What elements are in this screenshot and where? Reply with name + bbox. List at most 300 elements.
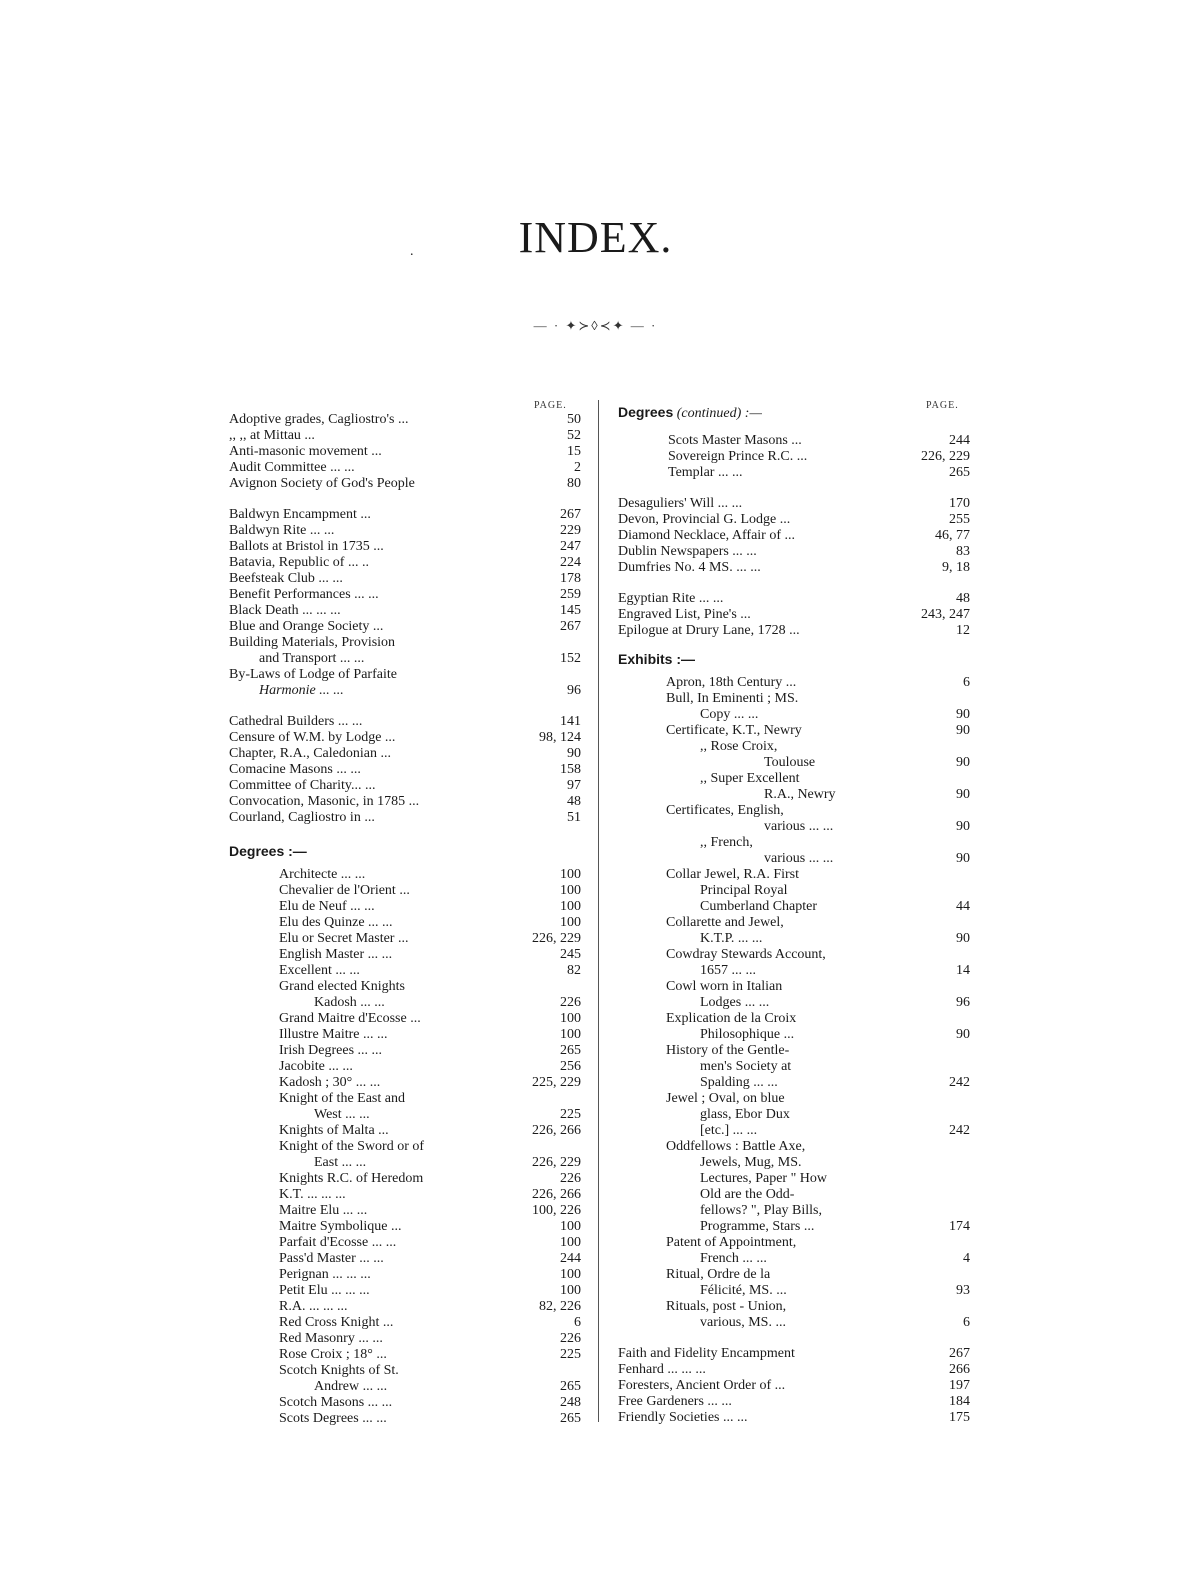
index-entry xyxy=(229,555,581,571)
index-entry-page: 15 xyxy=(567,444,581,459)
index-entry xyxy=(229,963,581,979)
index-entry xyxy=(618,1362,970,1378)
index-entry-page: 244 xyxy=(949,433,970,448)
index-entry-term: Free Gardeners ... ... xyxy=(618,1394,732,1409)
index-entry-term: Building Materials, Provision xyxy=(229,635,396,650)
index-entry-term: Oddfellows : Battle Axe, xyxy=(666,1139,806,1154)
index-entry-page: 225 xyxy=(560,1347,581,1362)
index-entry-term: Censure of W.M. by Lodge ... xyxy=(229,730,396,745)
index-entry-page: 82, 226 xyxy=(539,1299,581,1314)
index-column-left xyxy=(229,0,581,1588)
index-entry-page: 100 xyxy=(560,1283,581,1298)
index-entry-page: 265 xyxy=(560,1411,581,1426)
index-entry xyxy=(618,867,970,883)
index-entry xyxy=(229,539,581,555)
index-entry-page: 83 xyxy=(956,544,970,559)
index-entry xyxy=(229,635,581,651)
index-entry xyxy=(618,1394,970,1410)
index-entry xyxy=(618,1187,970,1203)
index-entry-page: 90 xyxy=(956,819,970,834)
index-entry-page: 244 xyxy=(560,1251,581,1266)
index-entry-page: 152 xyxy=(560,651,581,666)
index-entry xyxy=(229,794,581,810)
index-entry-page: 50 xyxy=(567,412,581,427)
index-entry-page: 197 xyxy=(949,1378,970,1393)
index-entry-term: Apron, 18th Century ... xyxy=(666,675,797,690)
index-entry-term: Toulouse xyxy=(764,755,816,770)
index-entry xyxy=(618,496,970,512)
index-entry-term: ,, Rose Croix, xyxy=(700,739,778,754)
index-entry-page: 158 xyxy=(560,762,581,777)
index-entry-term: Petit Elu ... ... ... xyxy=(279,1283,370,1298)
index-entry xyxy=(618,739,970,755)
index-entry-term: Maitre Symbolique ... xyxy=(279,1219,402,1234)
index-entry-page: 98, 124 xyxy=(539,730,581,745)
index-entry-page: 229 xyxy=(560,523,581,538)
index-entry-term: Courland, Cagliostro in ... xyxy=(229,810,375,825)
index-entry-page: 178 xyxy=(560,571,581,586)
index-entry xyxy=(618,899,970,915)
index-entry xyxy=(618,819,970,835)
index-entry xyxy=(229,1379,581,1395)
index-entry xyxy=(618,851,970,867)
index-entry xyxy=(618,1283,970,1299)
index-entry-term: glass, Ebor Dux xyxy=(700,1107,790,1122)
index-entry-page: 256 xyxy=(560,1059,581,1074)
index-entry-term: Benefit Performances ... ... xyxy=(229,587,379,602)
page-header-left: PAGE. xyxy=(534,400,567,411)
index-entry xyxy=(618,1043,970,1059)
index-entry-term: Lodges ... ... xyxy=(700,995,770,1010)
index-entry xyxy=(229,746,581,762)
index-entry-term: Black Death ... ... ... xyxy=(229,603,341,618)
index-entry xyxy=(618,433,970,449)
index-entry-page: 44 xyxy=(956,899,970,914)
index-entry-term: Lectures, Paper " How xyxy=(700,1171,828,1186)
index-entry xyxy=(229,1347,581,1363)
index-entry-term: various, MS. ... xyxy=(700,1315,786,1330)
index-entry-term: Copy ... ... xyxy=(700,707,759,722)
index-entry-term: Cowdray Stewards Account, xyxy=(666,947,826,962)
index-entry xyxy=(618,947,970,963)
index-entry xyxy=(229,778,581,794)
index-entry xyxy=(618,1171,970,1187)
index-entry xyxy=(618,1027,970,1043)
index-entry-term: Rose Croix ; 18° ... xyxy=(279,1347,387,1362)
index-entry-term: Batavia, Republic of ... .. xyxy=(229,555,369,570)
stray-mark: . xyxy=(410,244,414,259)
index-entry xyxy=(229,1251,581,1267)
index-entry-page: 141 xyxy=(560,714,581,729)
index-entry xyxy=(229,476,581,492)
index-entry-page: 225 xyxy=(560,1107,581,1122)
index-entry-term: Desaguliers' Will ... ... xyxy=(618,496,743,511)
index-entry-page: 224 xyxy=(560,555,581,570)
index-entry-page: 184 xyxy=(949,1394,970,1409)
index-entry-term: ,, French, xyxy=(700,835,753,850)
index-entry xyxy=(618,1378,970,1394)
section-heading-label: Degrees xyxy=(618,404,674,420)
index-entry-page: 247 xyxy=(560,539,581,554)
index-entry xyxy=(618,787,970,803)
index-entry-term: Elu des Quinze ... ... xyxy=(279,915,393,930)
index-entry-page: 97 xyxy=(567,778,581,793)
index-entry-term: Architecte ... ... xyxy=(279,867,366,882)
index-entry-term: Cowl worn in Italian xyxy=(666,979,783,994)
index-entry xyxy=(618,1299,970,1315)
index-entry-term: R.A., Newry xyxy=(764,787,836,802)
index-entry xyxy=(229,979,581,995)
index-entry xyxy=(229,667,581,683)
index-entry-term: ,, ,, at Mittau ... xyxy=(229,428,315,443)
index-entry-term: men's Society at xyxy=(700,1059,792,1074)
index-entry-term: Audit Committee ... ... xyxy=(229,460,355,475)
index-entry-page: 12 xyxy=(956,623,970,638)
index-entry xyxy=(618,528,970,544)
index-entry xyxy=(618,979,970,995)
index-entry-page: 48 xyxy=(567,794,581,809)
index-entry xyxy=(229,1363,581,1379)
index-entry-page: 226, 266 xyxy=(532,1123,581,1138)
index-entry xyxy=(229,1027,581,1043)
index-entry-term: Chevalier de l'Orient ... xyxy=(279,883,410,898)
index-entry-page: 90 xyxy=(567,746,581,761)
index-entry-term: Ritual, Ordre de la xyxy=(666,1267,771,1282)
index-entry xyxy=(618,544,970,560)
index-entry-term: ,, Super Excellent xyxy=(700,771,800,786)
index-entry-term: Dublin Newspapers ... ... xyxy=(618,544,757,559)
index-entry-term: various ... ... xyxy=(764,851,834,866)
index-entry-term: Félicité, MS. ... xyxy=(700,1283,787,1298)
index-entry xyxy=(618,995,970,1011)
index-entry xyxy=(229,931,581,947)
index-entry-term: Andrew ... ... xyxy=(314,1379,388,1394)
index-entry-term: Knight of the East and xyxy=(279,1091,405,1106)
index-entry xyxy=(229,947,581,963)
index-entry-page: 243, 247 xyxy=(921,607,970,622)
index-entry-page: 93 xyxy=(956,1283,970,1298)
index-entry xyxy=(618,771,970,787)
index-entry-term: Foresters, Ancient Order of ... xyxy=(618,1378,786,1393)
index-entry-page: 265 xyxy=(560,1043,581,1058)
index-entry-term: Grand elected Knights xyxy=(279,979,405,994)
index-entry-term: Kadosh ... ... xyxy=(314,995,385,1010)
index-entry xyxy=(618,1203,970,1219)
index-entry-term: Jacobite ... ... xyxy=(279,1059,353,1074)
index-entry xyxy=(229,460,581,476)
index-entry-term: Old are the Odd- xyxy=(700,1187,795,1202)
index-entry xyxy=(618,1075,970,1091)
index-entry xyxy=(229,915,581,931)
index-entry-term: English Master ... ... xyxy=(279,947,393,962)
index-entry-term: Blue and Orange Society ... xyxy=(229,619,384,634)
section-heading-continued: (continued) :— xyxy=(673,406,762,421)
index-entry xyxy=(618,707,970,723)
index-entry-term: Friendly Societies ... ... xyxy=(618,1410,748,1425)
index-entry-term: Rituals, post - Union, xyxy=(666,1299,787,1314)
index-entry-page: 265 xyxy=(560,1379,581,1394)
index-entry-term: Jewel ; Oval, on blue xyxy=(666,1091,785,1106)
index-entry-term: K.T.P. ... ... xyxy=(700,931,763,946)
index-entry xyxy=(618,1251,970,1267)
index-entry xyxy=(229,867,581,883)
index-entry xyxy=(618,1219,970,1235)
index-entry-page: 100 xyxy=(560,1011,581,1026)
index-entry-page: 82 xyxy=(567,963,581,978)
index-entry-term: Certificates, English, xyxy=(666,803,784,818)
index-entry-page: 80 xyxy=(567,476,581,491)
index-entry-term: and Transport ... ... xyxy=(259,651,365,666)
index-entry xyxy=(229,1219,581,1235)
index-entry xyxy=(618,591,970,607)
index-entry-page: 90 xyxy=(956,851,970,866)
index-entry-page: 226, 229 xyxy=(921,449,970,464)
index-entry xyxy=(229,603,581,619)
index-entry xyxy=(618,1123,970,1139)
index-entry-term: Cathedral Builders ... ... xyxy=(229,714,363,729)
index-entry-term: various ... ... xyxy=(764,819,834,834)
index-entry xyxy=(618,963,970,979)
index-entry-page: 265 xyxy=(949,465,970,480)
index-entry xyxy=(229,523,581,539)
index-entry xyxy=(618,607,970,623)
index-entry-page: 48 xyxy=(956,591,970,606)
index-entry-page: 6 xyxy=(963,1315,970,1330)
index-entry xyxy=(618,675,970,691)
section-heading xyxy=(618,651,695,667)
index-entry-page: 100 xyxy=(560,915,581,930)
index-entry xyxy=(618,560,970,576)
index-entry xyxy=(229,1091,581,1107)
index-entry-page: 90 xyxy=(956,931,970,946)
index-entry xyxy=(618,691,970,707)
index-entry-term: Anti-masonic movement ... xyxy=(229,444,382,459)
index-entry-page: 242 xyxy=(949,1123,970,1138)
ornament-divider: — · ✦≻◊≺✦ — · xyxy=(533,318,658,333)
index-entry-page: 259 xyxy=(560,587,581,602)
index-entry-page: 96 xyxy=(956,995,970,1010)
index-entry xyxy=(618,1267,970,1283)
index-entry xyxy=(618,755,970,771)
index-entry-term: Explication de la Croix xyxy=(666,1011,797,1026)
index-entry-term: Baldwyn Rite ... ... xyxy=(229,523,335,538)
index-entry-term: Elu or Secret Master ... xyxy=(279,931,409,946)
index-entry xyxy=(618,1091,970,1107)
index-entry-term: Certificate, K.T., Newry xyxy=(666,723,802,738)
index-entry xyxy=(229,1299,581,1315)
index-entry xyxy=(229,587,581,603)
index-entry-term: Patent of Appointment, xyxy=(666,1235,797,1250)
index-entry-page: 100 xyxy=(560,1219,581,1234)
index-entry-term: [etc.] ... ... xyxy=(700,1123,758,1138)
index-entry xyxy=(229,899,581,915)
index-entry-term: Knights R.C. of Heredom xyxy=(279,1171,424,1186)
index-entry-term: Committee of Charity... ... xyxy=(229,778,376,793)
index-entry-term: Harmonie ... ... xyxy=(259,683,344,698)
index-entry xyxy=(229,1075,581,1091)
index-entry-page: 226 xyxy=(560,1171,581,1186)
index-entry xyxy=(618,1107,970,1123)
index-entry-term: Diamond Necklace, Affair of ... xyxy=(618,528,796,543)
index-entry-term: Pass'd Master ... ... xyxy=(279,1251,384,1266)
index-entry-term: Ballots at Bristol in 1735 ... xyxy=(229,539,384,554)
index-entry-page: 226 xyxy=(560,995,581,1010)
index-entry xyxy=(229,762,581,778)
index-entry-term: Programme, Stars ... xyxy=(700,1219,815,1234)
index-entry xyxy=(229,810,581,826)
index-entry xyxy=(618,723,970,739)
index-entry-page: 267 xyxy=(949,1346,970,1361)
index-entry-term: Bull, In Eminenti ; MS. xyxy=(666,691,799,706)
index-entry-term: Templar ... ... xyxy=(668,465,743,480)
index-entry-page: 90 xyxy=(956,1027,970,1042)
index-entry-page: 51 xyxy=(567,810,581,825)
index-entry-term: Engraved List, Pine's ... xyxy=(618,607,751,622)
index-entry xyxy=(618,623,970,639)
index-entry xyxy=(229,1123,581,1139)
index-entry xyxy=(618,883,970,899)
column-divider xyxy=(598,400,599,1422)
index-entry xyxy=(229,1283,581,1299)
index-entry-page: 100 xyxy=(560,1027,581,1042)
index-entry-page: 90 xyxy=(956,787,970,802)
index-entry xyxy=(618,803,970,819)
index-entry-page: 100 xyxy=(560,899,581,914)
index-entry-term: Epilogue at Drury Lane, 1728 ... xyxy=(618,623,800,638)
section-heading-label: Degrees :— xyxy=(229,843,307,859)
section-heading xyxy=(618,404,762,422)
index-entry-term: Irish Degrees ... ... xyxy=(279,1043,383,1058)
index-entry xyxy=(618,835,970,851)
index-entry-page: 90 xyxy=(956,755,970,770)
index-entry xyxy=(229,1043,581,1059)
index-column-right xyxy=(618,0,970,1588)
index-entry xyxy=(229,651,581,667)
index-entry xyxy=(618,1011,970,1027)
index-entry-page: 174 xyxy=(949,1219,970,1234)
index-entry xyxy=(229,1139,581,1155)
index-entry-page: 6 xyxy=(963,675,970,690)
index-entry xyxy=(618,1059,970,1075)
index-entry-page: 2 xyxy=(574,460,581,475)
page-header-right: PAGE. xyxy=(926,400,959,411)
index-entry-term: Grand Maitre d'Ecosse ... xyxy=(279,1011,421,1026)
index-entry-term: French ... ... xyxy=(700,1251,767,1266)
index-entry-term: Scots Master Masons ... xyxy=(668,433,802,448)
index-entry-page: 267 xyxy=(560,619,581,634)
index-entry xyxy=(618,1410,970,1426)
index-entry-page: 90 xyxy=(956,707,970,722)
index-entry xyxy=(229,1107,581,1123)
index-entry-term: R.A. ... ... ... xyxy=(279,1299,348,1314)
index-entry-page: 100 xyxy=(560,1267,581,1282)
index-entry-term: Elu de Neuf ... ... xyxy=(279,899,375,914)
index-entry xyxy=(618,1315,970,1331)
index-entry xyxy=(618,931,970,947)
index-entry-page: 255 xyxy=(949,512,970,527)
index-entry xyxy=(229,683,581,699)
index-entry xyxy=(229,1011,581,1027)
index-entry xyxy=(618,1139,970,1155)
index-entry-page: 6 xyxy=(574,1315,581,1330)
index-entry-page: 170 xyxy=(949,496,970,511)
index-entry xyxy=(618,1155,970,1171)
index-entry xyxy=(229,444,581,460)
index-entry xyxy=(229,1411,581,1427)
index-entry xyxy=(229,1171,581,1187)
index-entry-page: 226, 229 xyxy=(532,931,581,946)
index-entry-term: Baldwyn Encampment ... xyxy=(229,507,371,522)
index-entry xyxy=(229,571,581,587)
index-entry-term: Faith and Fidelity Encampment xyxy=(618,1346,795,1361)
index-entry xyxy=(229,1155,581,1171)
index-entry-term: fellows? ", Play Bills, xyxy=(700,1203,822,1218)
index-entry xyxy=(229,1203,581,1219)
index-entry-page: 4 xyxy=(963,1251,970,1266)
index-entry xyxy=(229,619,581,635)
index-entry xyxy=(229,1235,581,1251)
index-entry-term: West ... ... xyxy=(314,1107,370,1122)
index-entry xyxy=(229,1267,581,1283)
index-entry-page: 266 xyxy=(949,1362,970,1377)
index-entry-term: Philosophique ... xyxy=(700,1027,795,1042)
index-entry-term: Collar Jewel, R.A. First xyxy=(666,867,799,882)
index-entry-page: 175 xyxy=(949,1410,970,1425)
index-entry-page: 14 xyxy=(956,963,970,978)
index-entry-term: Cumberland Chapter xyxy=(700,899,818,914)
index-entry-term: Egyptian Rite ... ... xyxy=(618,591,724,606)
index-entry-page: 96 xyxy=(567,683,581,698)
index-entry-term: Excellent ... ... xyxy=(279,963,360,978)
index-entry xyxy=(229,1315,581,1331)
index-entry-page: 267 xyxy=(560,507,581,522)
index-entry xyxy=(618,465,970,481)
index-entry-term: Dumfries No. 4 MS. ... ... xyxy=(618,560,761,575)
index-entry-term: Fenhard ... ... ... xyxy=(618,1362,706,1377)
index-entry-page: 100 xyxy=(560,867,581,882)
index-entry xyxy=(229,507,581,523)
section-heading xyxy=(229,843,307,859)
index-entry xyxy=(229,714,581,730)
index-entry-term: Scots Degrees ... ... xyxy=(279,1411,387,1426)
index-entry-page: 46, 77 xyxy=(935,528,970,543)
index-entry-term: Scotch Masons ... ... xyxy=(279,1395,393,1410)
index-entry xyxy=(618,512,970,528)
index-entry-term: Knight of the Sword or of xyxy=(279,1139,425,1154)
index-entry xyxy=(618,915,970,931)
index-entry xyxy=(229,1187,581,1203)
index-entry xyxy=(229,1395,581,1411)
index-entry-term: Comacine Masons ... ... xyxy=(229,762,361,777)
index-entry-term: Jewels, Mug, MS. xyxy=(700,1155,802,1170)
index-title: INDEX. xyxy=(518,213,673,262)
index-entry-page: 248 xyxy=(560,1395,581,1410)
index-entry-term: Adoptive grades, Cagliostro's ... xyxy=(229,412,409,427)
index-entry-term: Beefsteak Club ... ... xyxy=(229,571,343,586)
index-entry-term: Red Masonry ... ... xyxy=(279,1331,383,1346)
index-entry-page: 100 xyxy=(560,883,581,898)
index-entry-term: By-Laws of Lodge of Parfaite xyxy=(229,667,397,682)
index-entry-term: Chapter, R.A., Caledonian ... xyxy=(229,746,391,761)
index-entry xyxy=(229,730,581,746)
index-entry xyxy=(229,995,581,1011)
index-entry-term: Devon, Provincial G. Lodge ... xyxy=(618,512,791,527)
index-entry-term: K.T. ... ... ... xyxy=(279,1187,346,1202)
index-entry-term: Avignon Society of God's People xyxy=(229,476,415,491)
index-entry-term: Perignan ... ... ... xyxy=(279,1267,371,1282)
index-entry-term: Spalding ... ... xyxy=(700,1075,778,1090)
index-entry-term: Sovereign Prince R.C. ... xyxy=(668,449,808,464)
